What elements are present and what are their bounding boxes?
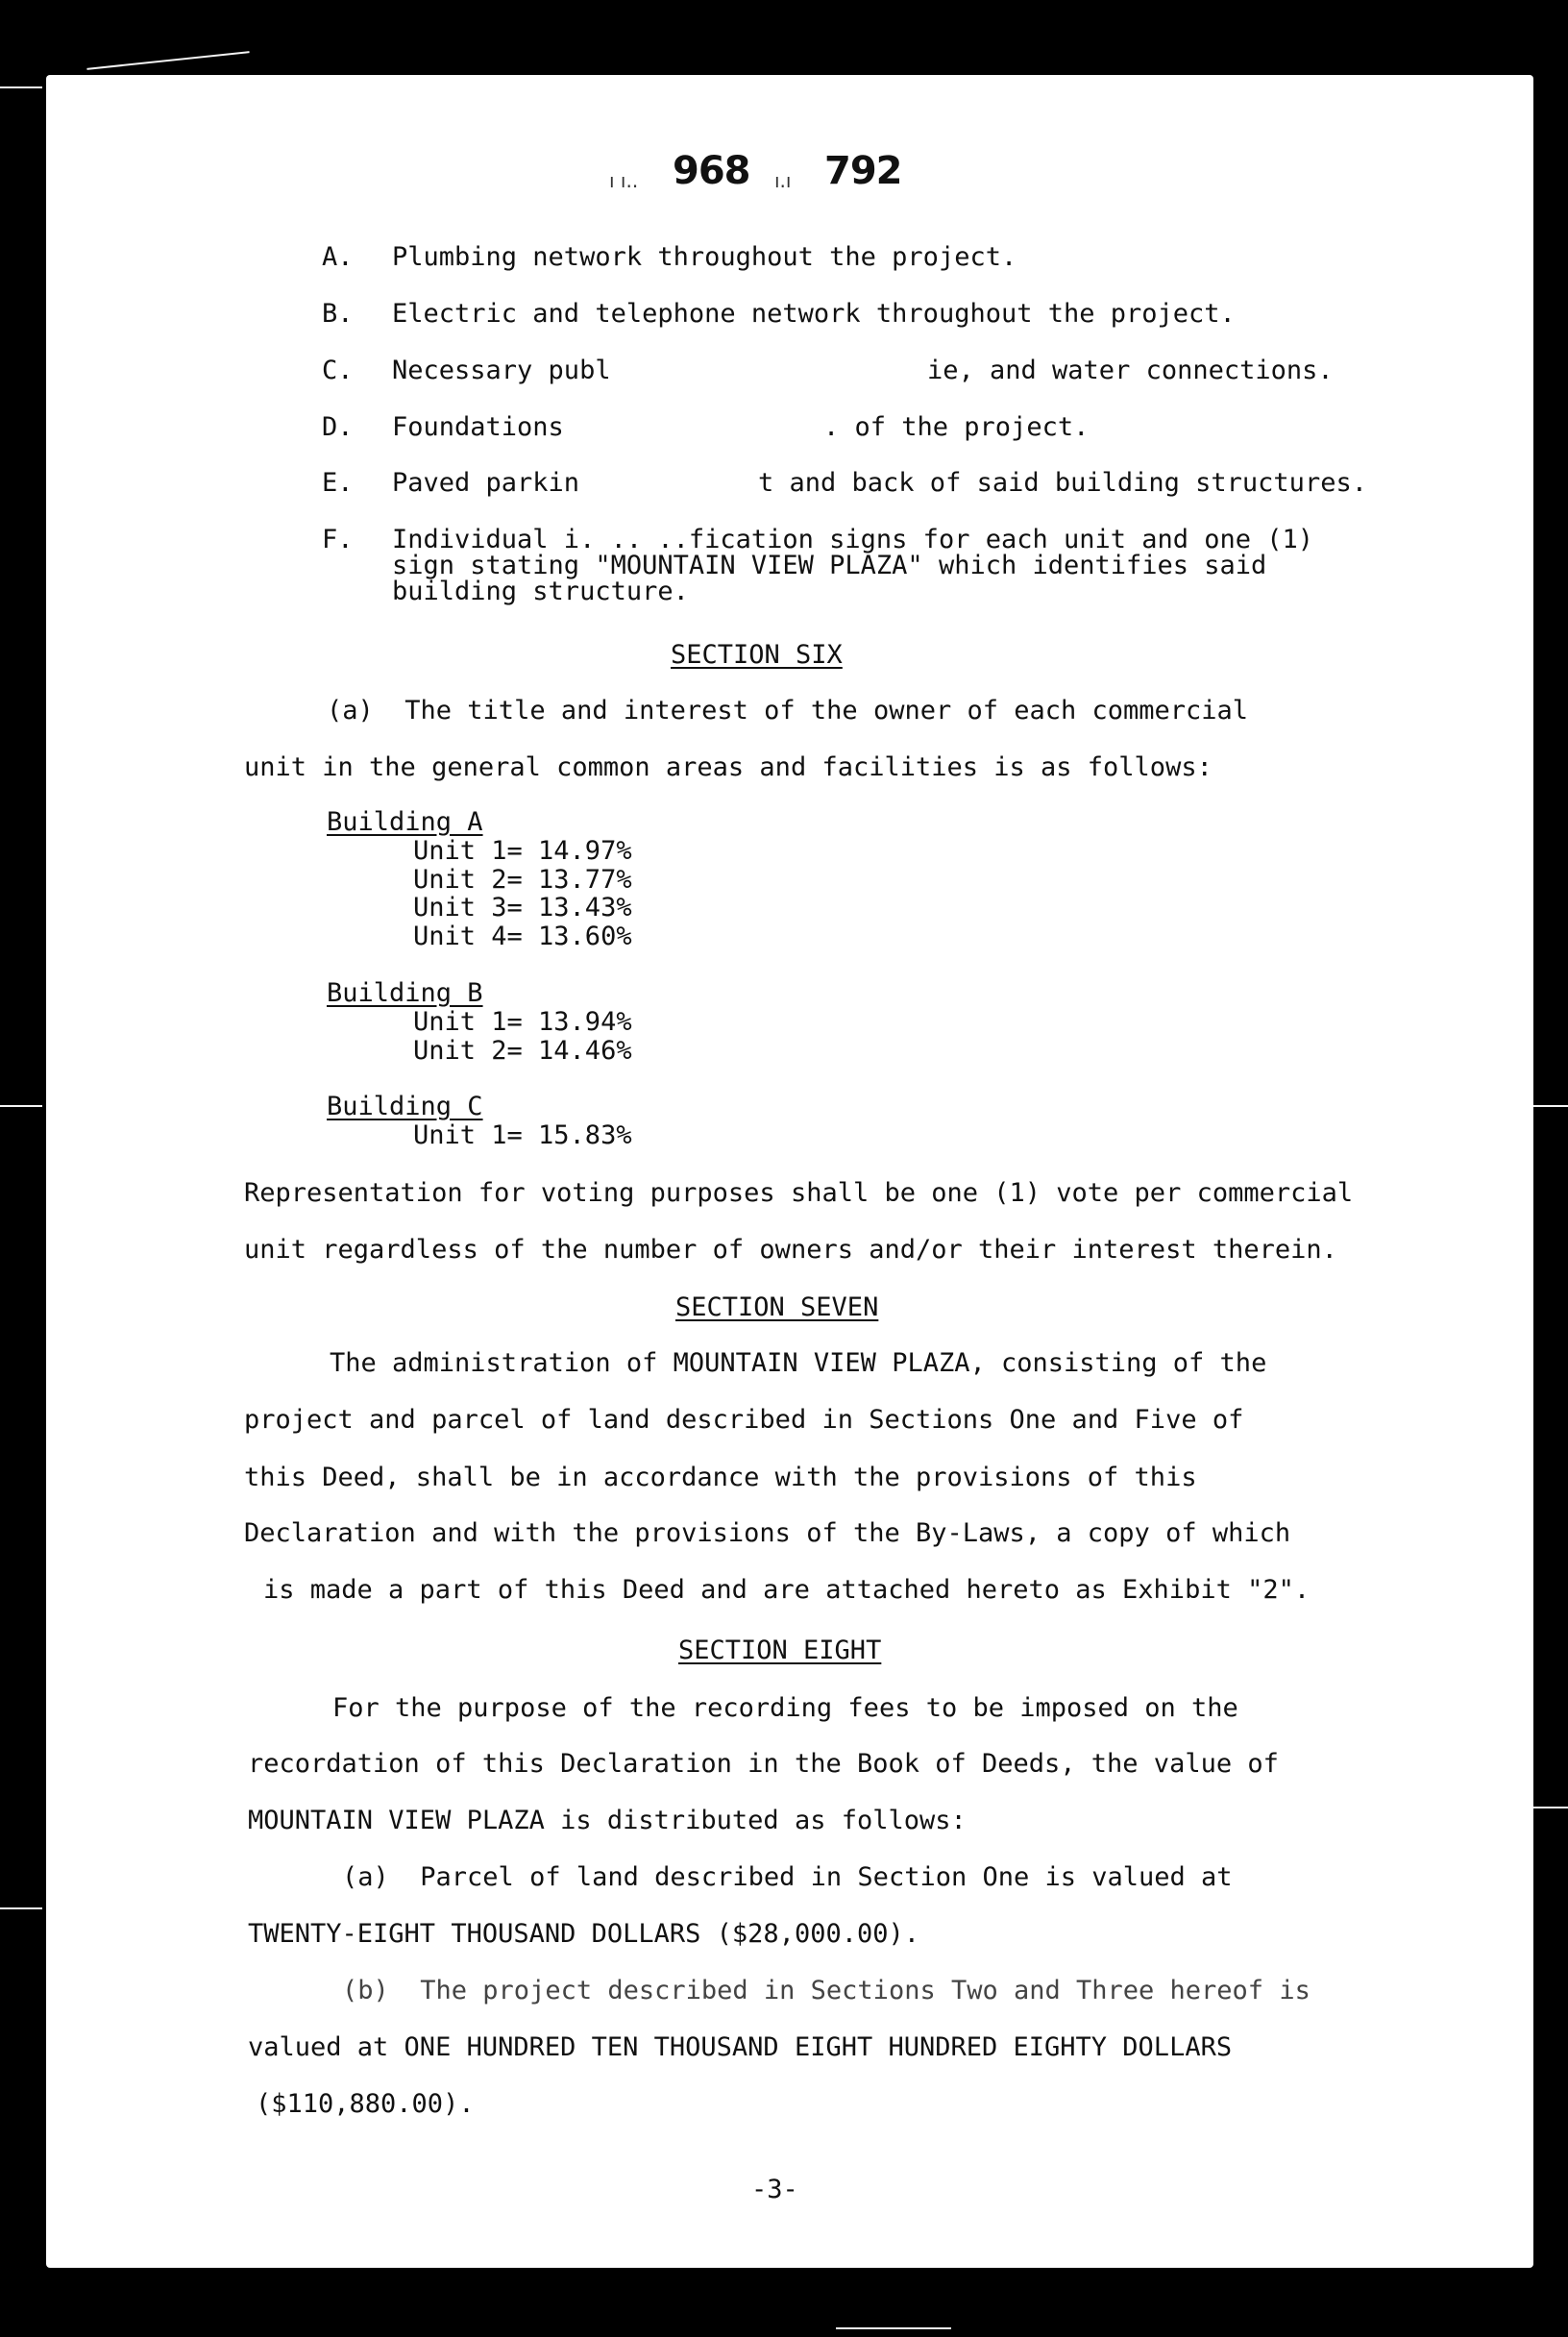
item-letter: C.	[322, 356, 354, 385]
body-line: Representation for voting purposes shall be one (1) vote per commercial	[244, 1178, 1354, 1208]
item-text: Plumbing network throughout the project.	[392, 242, 1017, 272]
unit-line: Unit 2= 13.77%	[413, 865, 632, 895]
item-text-end: ie, and water connections.	[927, 356, 1334, 385]
page-prefix: ı.ı	[774, 169, 792, 192]
body-line: The administration of MOUNTAIN VIEW PLAZA, consisting of the	[330, 1348, 1267, 1378]
unit-line: Unit 4= 13.60%	[413, 922, 632, 951]
unit-line: Unit 1= 14.97%	[413, 836, 632, 866]
item-text-start: Necessary publ	[392, 356, 611, 385]
body-line: (a) Parcel of land described in Section One is valued at	[342, 1862, 1233, 1892]
section-heading: SECTION SIX	[671, 640, 843, 670]
body-line: valued at ONE HUNDRED TEN THOUSAND EIGHT HUNDRED EIGHTY DOLLARS	[248, 2032, 1233, 2062]
item-text-start: Foundations	[392, 412, 564, 442]
item-letter: E.	[322, 468, 354, 498]
book-prefix: ı ı..	[609, 169, 639, 192]
body-line: this Deed, shall be in accordance with the provisions of this	[244, 1463, 1197, 1492]
item-letter: A.	[322, 242, 354, 272]
section-heading: SECTION SEVEN	[675, 1292, 879, 1322]
unit-line: Unit 1= 15.83%	[413, 1120, 632, 1150]
building-heading: Building B	[327, 978, 483, 1008]
unit-line: Unit 1= 13.94%	[413, 1007, 632, 1037]
body-line: ($110,880.00).	[256, 2089, 475, 2119]
unit-line: Unit 3= 13.43%	[413, 893, 632, 922]
body-line: Declaration and with the provisions of the By-Laws, a copy of which	[244, 1518, 1291, 1548]
book-number: 968	[673, 149, 750, 193]
body-line: (a) The title and interest of the owner of each commercial	[327, 696, 1249, 726]
unit-line: Unit 2= 14.46%	[413, 1036, 632, 1066]
building-heading: Building A	[327, 807, 483, 837]
body-line: recordation of this Declaration in the Book of Deeds, the value of	[248, 1749, 1279, 1779]
item-letter: B.	[322, 299, 354, 329]
item-text-end: . of the project.	[823, 412, 1090, 442]
section-heading: SECTION EIGHT	[678, 1636, 882, 1665]
body-line: project and parcel of land described in Sections One and Five of	[244, 1405, 1244, 1435]
body-line: MOUNTAIN VIEW PLAZA is distributed as follows:	[248, 1806, 967, 1835]
body-line: is made a part of this Deed and are attached hereto as Exhibit "2".	[263, 1575, 1311, 1605]
body-line: (b) The project described in Sections Two and Three hereof is	[342, 1976, 1311, 2005]
page-footer-number: -3-	[751, 2175, 798, 2204]
building-heading: Building C	[327, 1092, 483, 1121]
item-text: Electric and telephone network throughout the project.	[392, 299, 1236, 329]
item-text-end: t and back of said building structures.	[758, 468, 1367, 498]
item-text-start: Paved parkin	[392, 468, 580, 498]
body-line: TWENTY-EIGHT THOUSAND DOLLARS ($28,000.00).	[248, 1919, 919, 1949]
page-number-stamp: 792	[824, 149, 902, 193]
item-text: Individual i. .. ..fication signs for each unit and one (1) sign stating "MOUNTAIN VIEW PLAZA" which identifies said building structure.	[392, 525, 1314, 606]
item-letter: F.	[322, 525, 354, 554]
body-line: For the purpose of the recording fees to be imposed on the	[332, 1693, 1238, 1723]
body-line: unit in the general common areas and facilities is as follows:	[244, 752, 1213, 782]
body-line: unit regardless of the number of owners and/or their interest therein.	[244, 1235, 1337, 1265]
item-letter: D.	[322, 412, 354, 442]
